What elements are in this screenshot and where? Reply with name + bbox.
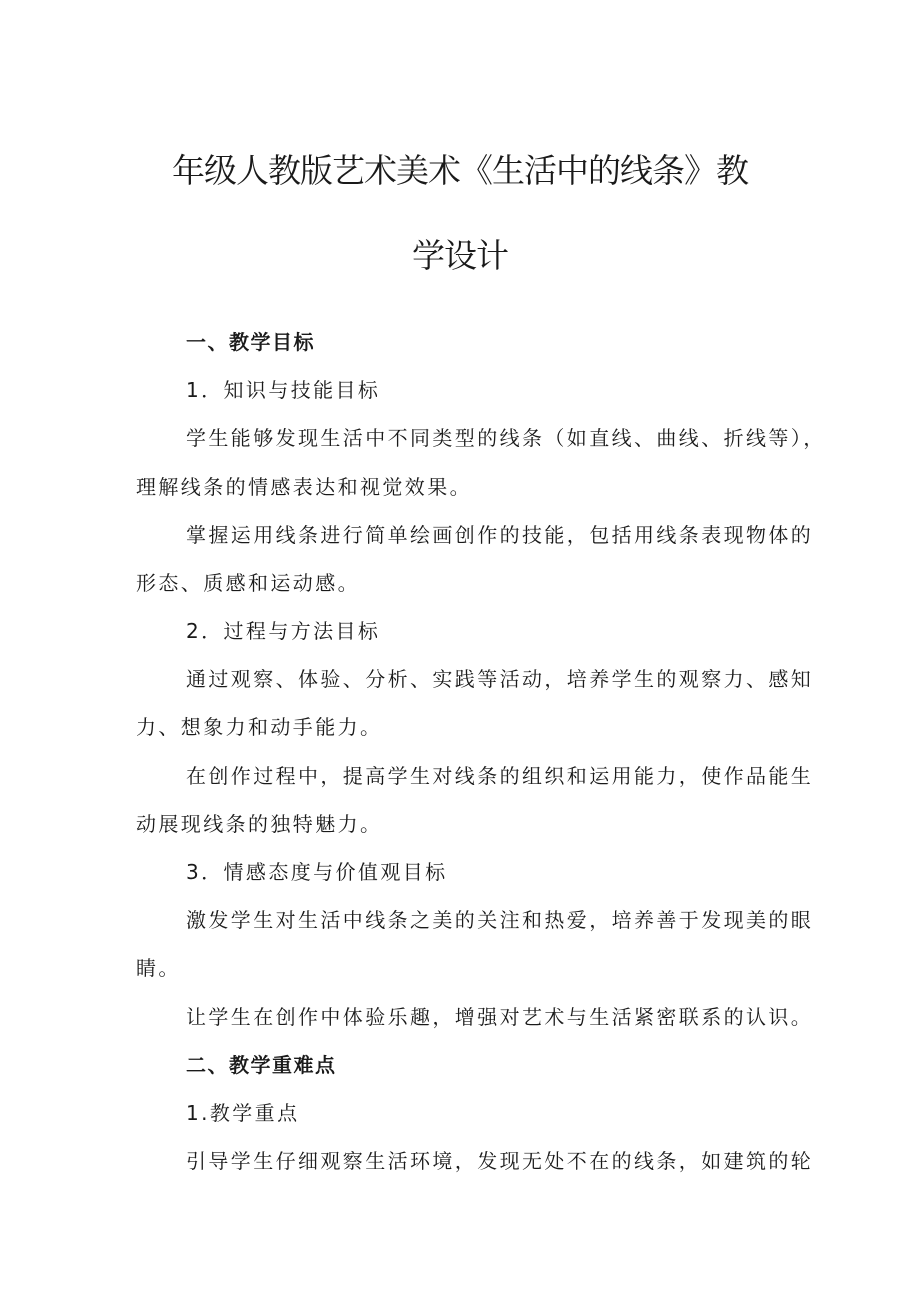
document-title-line-2: 学设计 xyxy=(412,236,508,275)
document-title-line-1: 年级人教版艺术美术《生活中的线条》教 xyxy=(172,151,748,190)
section-heading-teaching-goals: 一、教学目标 xyxy=(186,330,315,354)
paragraph-line: 在创作过程中，提高学生对线条的组织和运用能力，使作品能生 xyxy=(186,764,814,788)
paragraph-line: 让学生在创作中体验乐趣，增强对艺术与生活紧密联系的认识。 xyxy=(186,1005,814,1029)
paragraph-line: 掌握运用线条进行简单绘画创作的技能，包括用线条表现物体的 xyxy=(186,523,814,547)
subheading-process-methods: 2．过程与方法目标 xyxy=(186,619,381,643)
paragraph-line: 力、想象力和动手能力。 xyxy=(136,715,383,739)
paragraph-line: 引导学生仔细观察生活环境，发现无处不在的线条，如建筑的轮 xyxy=(186,1149,814,1173)
paragraph-line: 形态、质感和运动感。 xyxy=(136,571,360,595)
paragraph-line: 学生能够发现生活中不同类型的线条（如直线、曲线、折线等）， xyxy=(186,426,826,450)
subheading-teaching-focus: 1.教学重点 xyxy=(186,1101,300,1125)
paragraph-line: 通过观察、体验、分析、实践等活动，培养学生的观察力、感知 xyxy=(186,667,814,691)
subheading-emotion-values: 3．情感态度与价值观目标 xyxy=(186,860,448,884)
subheading-knowledge-skills: 1．知识与技能目标 xyxy=(186,378,381,402)
paragraph-line: 激发学生对生活中线条之美的关注和热爱，培养善于发现美的眼 xyxy=(186,908,814,932)
paragraph-line: 理解线条的情感表达和视觉效果。 xyxy=(136,475,472,499)
paragraph-line: 睛。 xyxy=(136,956,181,980)
paragraph-line: 动展现线条的独特魅力。 xyxy=(136,812,383,836)
section-heading-key-difficulties: 二、教学重难点 xyxy=(186,1053,337,1077)
